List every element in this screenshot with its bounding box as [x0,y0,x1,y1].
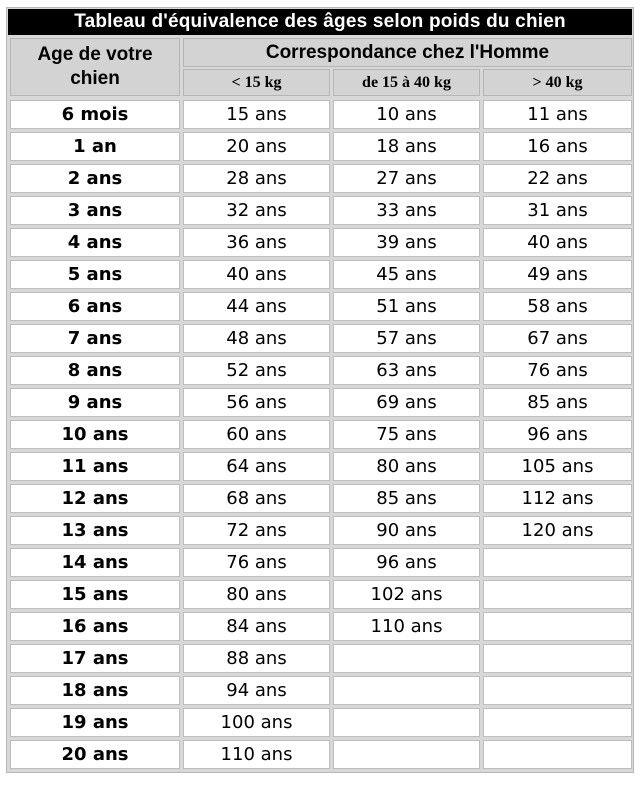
cell-human-medium: 51 ans [333,292,480,321]
cell-human-medium: 27 ans [333,164,480,193]
cell-human-large [483,580,632,609]
cell-dog-age: 9 ans [10,388,180,417]
cell-dog-age: 5 ans [10,260,180,289]
cell-human-large: 105 ans [483,452,632,481]
header-age: Age de votre chien [10,38,180,96]
cell-human-small: 76 ans [183,548,330,577]
cell-human-medium: 90 ans [333,516,480,545]
cell-human-small: 64 ans [183,452,330,481]
cell-dog-age: 12 ans [10,484,180,513]
cell-dog-age: 14 ans [10,548,180,577]
cell-dog-age: 2 ans [10,164,180,193]
cell-dog-age: 6 ans [10,292,180,321]
cell-human-large: 67 ans [483,324,632,353]
cell-dog-age: 7 ans [10,324,180,353]
cell-human-small: 52 ans [183,356,330,385]
cell-human-large: 58 ans [483,292,632,321]
cell-human-medium: 39 ans [333,228,480,257]
cell-human-large: 31 ans [483,196,632,225]
cell-human-medium: 63 ans [333,356,480,385]
cell-dog-age: 3 ans [10,196,180,225]
header-col-medium: de 15 à 40 kg [333,69,480,96]
cell-human-large: 96 ans [483,420,632,449]
header-col-small: < 15 kg [183,69,330,96]
table-title: Tableau d'équivalence des âges selon poids du chien [8,9,632,35]
cell-human-large [483,740,632,769]
cell-human-medium [333,644,480,673]
cell-dog-age: 19 ans [10,708,180,737]
cell-human-large [483,644,632,673]
cell-human-small: 48 ans [183,324,330,353]
cell-dog-age: 16 ans [10,612,180,641]
cell-dog-age: 10 ans [10,420,180,449]
cell-human-small: 110 ans [183,740,330,769]
cell-dog-age: 18 ans [10,676,180,705]
cell-human-small: 60 ans [183,420,330,449]
cell-human-large: 76 ans [483,356,632,385]
cell-human-large [483,708,632,737]
cell-human-large [483,612,632,641]
cell-human-large: 11 ans [483,100,632,129]
cell-human-medium: 110 ans [333,612,480,641]
cell-human-small: 100 ans [183,708,330,737]
cell-human-small: 32 ans [183,196,330,225]
cell-human-small: 68 ans [183,484,330,513]
cell-human-large: 112 ans [483,484,632,513]
cell-human-small: 28 ans [183,164,330,193]
cell-dog-age: 13 ans [10,516,180,545]
cell-dog-age: 17 ans [10,644,180,673]
cell-human-small: 15 ans [183,100,330,129]
cell-human-medium: 102 ans [333,580,480,609]
cell-dog-age: 11 ans [10,452,180,481]
cell-human-small: 44 ans [183,292,330,321]
cell-human-small: 20 ans [183,132,330,161]
cell-human-large [483,548,632,577]
cell-human-small: 36 ans [183,228,330,257]
cell-human-large: 16 ans [483,132,632,161]
cell-human-medium: 45 ans [333,260,480,289]
cell-human-medium: 57 ans [333,324,480,353]
cell-human-small: 84 ans [183,612,330,641]
cell-dog-age: 6 mois [10,100,180,129]
cell-human-medium: 69 ans [333,388,480,417]
cell-human-medium [333,676,480,705]
cell-human-medium [333,708,480,737]
cell-dog-age: 1 an [10,132,180,161]
cell-human-medium: 18 ans [333,132,480,161]
cell-human-small: 88 ans [183,644,330,673]
cell-human-large [483,676,632,705]
cell-human-medium: 96 ans [333,548,480,577]
cell-human-medium [333,740,480,769]
cell-human-small: 72 ans [183,516,330,545]
cell-human-small: 80 ans [183,580,330,609]
header-col-large: > 40 kg [483,69,632,96]
cell-dog-age: 4 ans [10,228,180,257]
cell-dog-age: 20 ans [10,740,180,769]
cell-human-medium: 75 ans [333,420,480,449]
cell-human-medium: 33 ans [333,196,480,225]
cell-human-medium: 80 ans [333,452,480,481]
cell-human-large: 22 ans [483,164,632,193]
header-correspondance: Correspondance chez l'Homme [183,38,632,67]
cell-human-small: 94 ans [183,676,330,705]
cell-human-large: 40 ans [483,228,632,257]
cell-human-small: 40 ans [183,260,330,289]
cell-human-large: 49 ans [483,260,632,289]
cell-human-large: 120 ans [483,516,632,545]
cell-human-large: 85 ans [483,388,632,417]
cell-human-medium: 85 ans [333,484,480,513]
cell-human-small: 56 ans [183,388,330,417]
cell-dog-age: 15 ans [10,580,180,609]
cell-dog-age: 8 ans [10,356,180,385]
cell-human-medium: 10 ans [333,100,480,129]
